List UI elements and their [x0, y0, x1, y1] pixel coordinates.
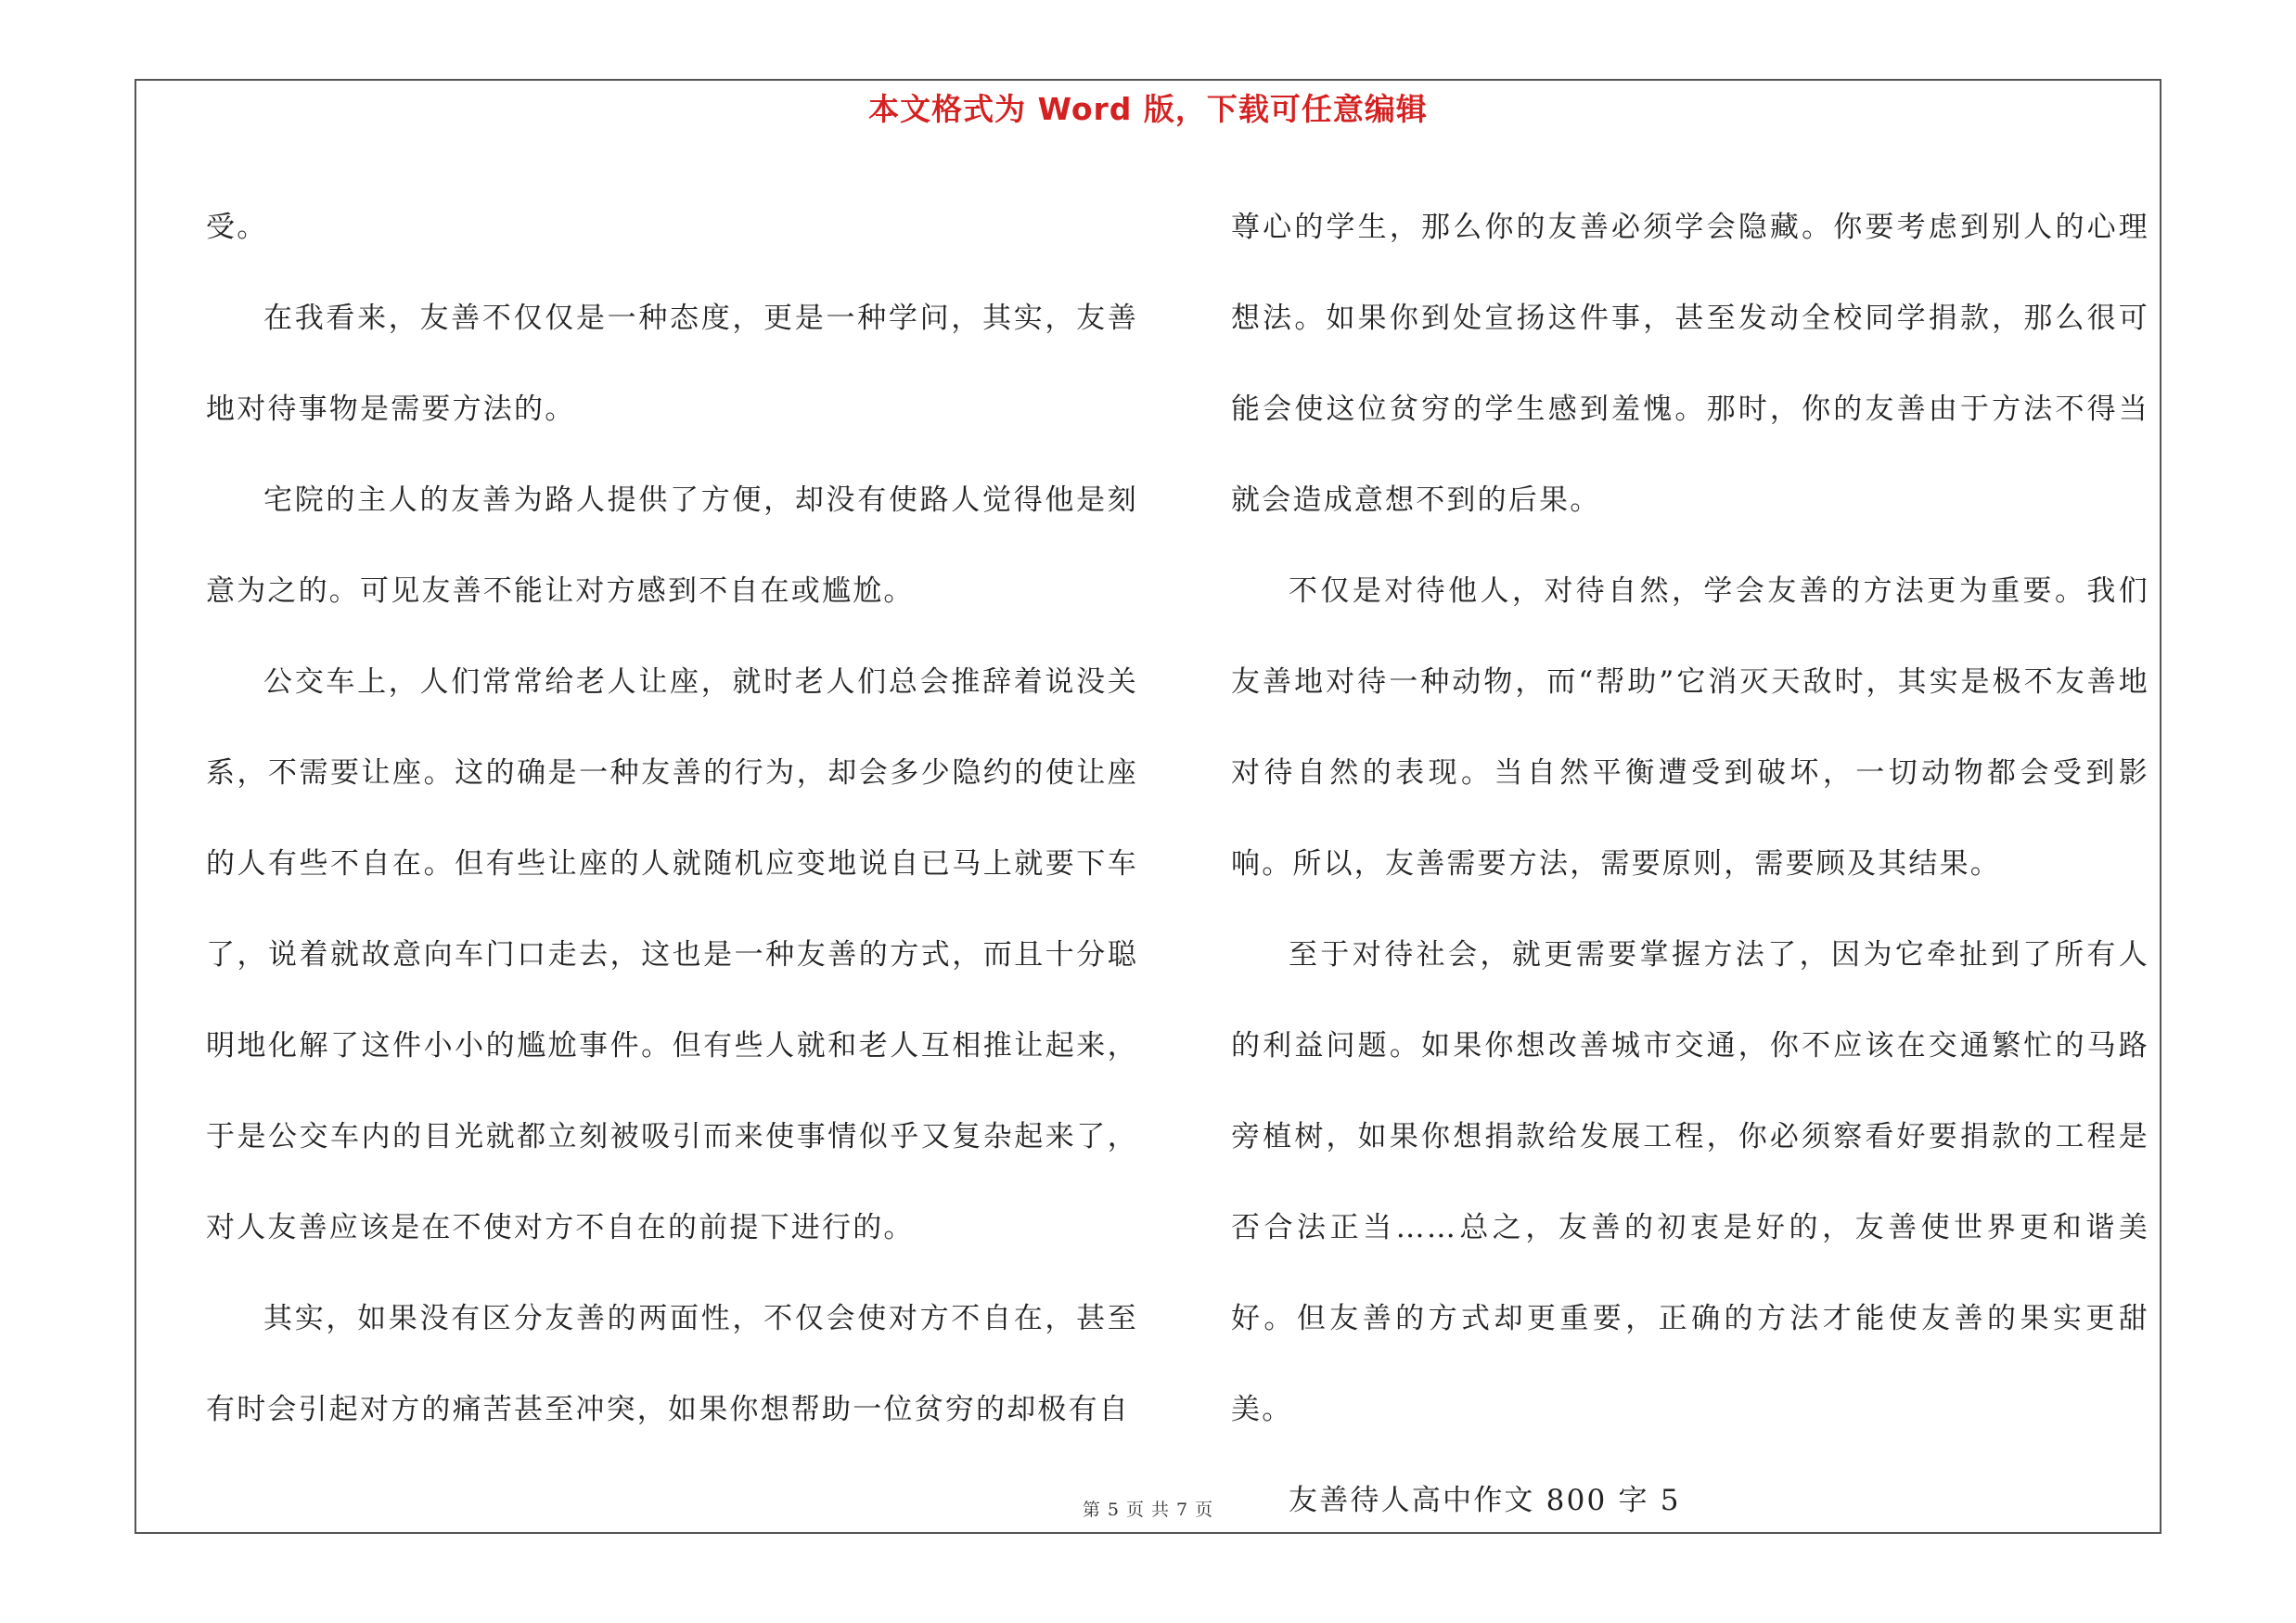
paragraph: 尊心的学生，那么你的友善必须学会隐藏。你要考虑到别人的心理想法。如果你到处宣扬这件事，甚至发动全校同学捐款，那么很可能会使这位贫穷的学生感到羞愧。那时，你的友善由于方法不得当就会造成意想不到的后果。	[1231, 211, 2149, 517]
page-number: 第 5 页 共 7 页	[1082, 1500, 1214, 1520]
paragraph: 其实，如果没有区分友善的两面性，不仅会使对方不自在，甚至有时会引起对方的痛苦甚至冲突，如果你想帮助一位贫穷的却极有自	[206, 1302, 1138, 1426]
left-column	[206, 182, 1138, 1455]
paragraph: 宅院的主人的友善为路人提供了方便，却没有使路人觉得他是刻意为之的。可见友善不能让对方感到不自在或尴尬。	[206, 483, 1138, 608]
header-banner: 本文格式为 Word 版，下载可任意编辑	[868, 91, 1428, 127]
section-heading: 友善待人高中作文 800 字 5	[1289, 1484, 1681, 1517]
paragraph: 至于对待社会，就更需要掌握方法了，因为它牵扯到了所有人的利益问题。如果你想改善城市交通，你不应该在交通繁忙的马路旁植树，如果你想捐款给发展工程，你必须察看好要捐款的工程是否合法正当……总之，友善的初衷是好的，友善使世界更和谐美好。但友善的方式却更重要，正确的方法才能使友善的果实更甜美。	[1231, 938, 2149, 1426]
paragraph: 在我看来，友善不仅仅是一种态度，更是一种学问，其实，友善地对待事物是需要方法的。	[206, 302, 1138, 426]
paragraph: 受。	[206, 211, 268, 244]
paragraph: 公交车上，人们常常给老人让座，就时老人们总会推辞着说没关系，不需要让座。这的确是一种友善的行为，却会多少隐约的使让座的人有些不自在。但有些让座的人就随机应变地说自已马上就要下车了，说着就故意向车门口走去，这也是一种友善的方式，而且十分聪明地化解了这件小小的尴尬事件。但有些人就和老人互相推让起来，于是公交车内的目光就都立刻被吸引而来使事情似乎又复杂起来了，对人友善应该是在不使对方不自在的前提下进行的。	[206, 665, 1138, 1244]
right-column	[1231, 182, 2149, 1546]
paragraph: 不仅是对待他人，对待自然，学会友善的方法更为重要。我们友善地对待一种动物，而“帮助”它消灭天敌时，其实是极不友善地对待自然的表现。当自然平衡遭受到破坏，一切动物都会受到影响。所以，友善需要方法，需要原则，需要顾及其结果。	[1231, 574, 2149, 881]
